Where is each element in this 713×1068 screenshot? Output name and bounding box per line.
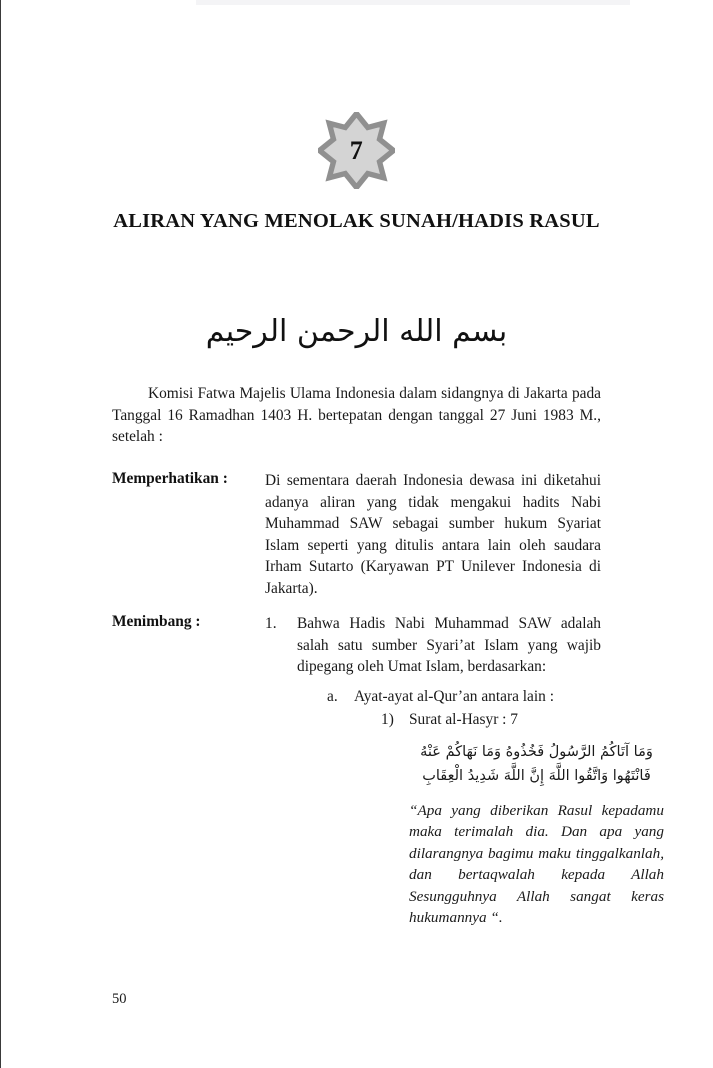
- page-number: 50: [112, 991, 127, 1007]
- opening-paragraph: Komisi Fatwa Majelis Ulama Indonesia dalam sidangnya di Jakarta pada Tanggal 16 Ramadhan 1403 H. bertepatan dengan tanggal 27 Juni 1983 M., setelah :: [112, 385, 601, 445]
- clause-memperhatikan: [112, 470, 601, 599]
- chapter-number-value: 7: [349, 135, 364, 165]
- list-item-1-text: Bahwa Hadis Nabi Muhammad SAW adalah salah satu sumber Syari’at Islam yang wajib dipegang oleh Umat Islam, berdasarkan:: [297, 615, 601, 675]
- sub-list-letters: [327, 686, 664, 929]
- bismillah-calligraphy: بسم الله الرحمن الرحيم: [205, 314, 508, 349]
- list-item: [265, 613, 664, 929]
- list-item: [381, 709, 664, 929]
- quran-verse-translation: “Apa yang diberikan Rasul kepadamu maka terimalah dia. Dan apa yang dilarangnya bagimu maku tinggalkanlah, dan bertaqwalah kepada Allah Sesungguhnya Allah sangat keras hukumannya “.: [409, 801, 664, 926]
- clause-menimbang-label: Menimbang :: [112, 613, 201, 630]
- clause-memperhatikan-label: Memperhatikan :: [112, 470, 228, 487]
- chapter-number-badge: [318, 112, 395, 189]
- quran-verse-arabic-line-1: وَمَا آتَاكُمُ الرَّسُولُ فَخُذُوهُ وَمَا نَهَاكُمْ عَنْهُ: [420, 743, 653, 760]
- list-item: [327, 686, 664, 929]
- scan-artifact-left-edge: [0, 0, 1, 1068]
- list-marker-a: a.: [327, 687, 338, 705]
- clause-menimbang-body: [265, 613, 664, 929]
- list-marker-1-paren: 1): [381, 711, 394, 728]
- quran-verse-arabic-line-2: فَانْتَهُوا وَاتَّقُوا اللَّهَ إِنَّ اللَّهَ شَدِيدُ الْعِقَابِ: [422, 767, 651, 784]
- list-item-1-paren-text: Surat al-Hasyr : 7: [409, 711, 518, 728]
- list-marker-1: 1.: [265, 615, 277, 632]
- chapter-title: ALIRAN YANG MENOLAK SUNAH/HADIS RASUL: [113, 210, 600, 232]
- list-item-a-text: Ayat-ayat al-Qur’an antara lain :: [354, 687, 554, 705]
- clause-memperhatikan-body: Di sementara daerah Indonesia dewasa ini diketahui adanya aliran yang tidak mengakui hadits Nabi Muhammad SAW sebagai sumber hukum Syariat Islam seperti yang ditulis antara lain oleh saudara Irham Sutarto (Karyawan PT Unilever Indonesia di Jakarta).: [265, 472, 601, 597]
- clause-menimbang: [112, 613, 664, 929]
- scan-artifact-top-band: [196, 0, 630, 5]
- quran-verse-arabic: [409, 740, 664, 788]
- sub-list-numbered-paren: [381, 709, 664, 929]
